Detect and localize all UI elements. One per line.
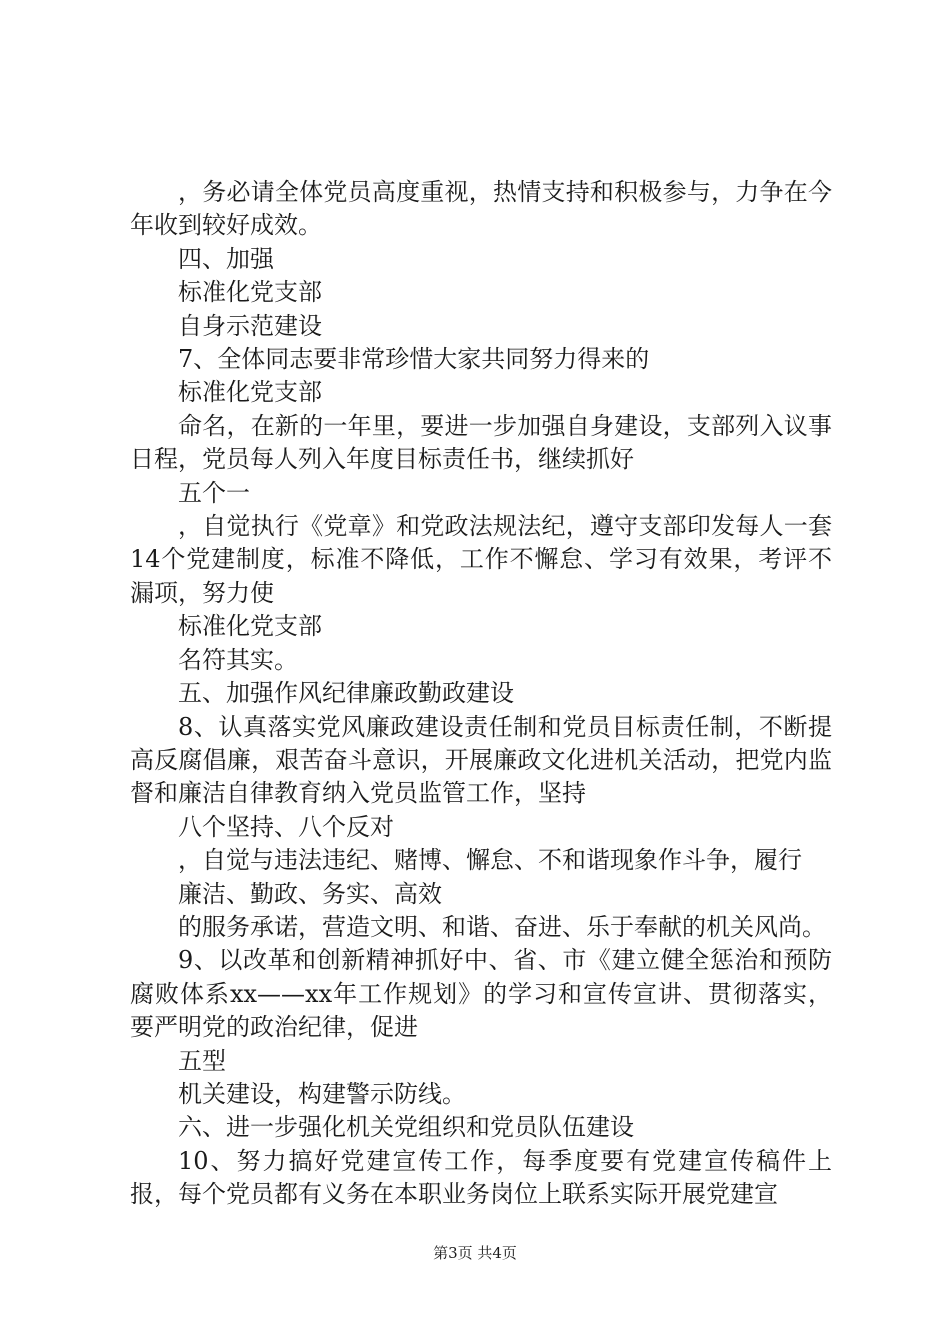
paragraph: 标准化党支部 [178,378,322,407]
paragraph: 名符其实。 [178,645,298,674]
paragraph: 10、努力搞好党建宣传工作，每季度要有党建宣传稿件上报，每个党员都有义务在本职业务岗位上联系实际开展党建宣 [130,1146,832,1209]
section-heading: 五、加强作风纪律廉政勤政建设 [178,679,514,708]
paragraph: 机关建设，构建警示防线。 [178,1079,466,1108]
paragraph: 的服务承诺，营造文明、和谐、奋进、乐于奉献的机关风尚。 [178,912,826,941]
paragraph: 8、认真落实党风廉政建设责任制和党员目标责任制，不断提高反腐倡廉，艰苦奋斗意识，开展廉政文化进机关活动，把党内监督和廉洁自律教育纳入党员监管工作，坚持 [130,712,832,808]
section-heading: 六、进一步强化机关党组织和党员队伍建设 [178,1113,634,1142]
paragraph: ，务必请全体党员高度重视，热情支持和积极参与，力争在今年收到较好成效。 [130,178,832,240]
paragraph: ，自觉执行《党章》和党政法规法纪，遵守支部印发每人一套14个党建制度，标准不降低，工作不懈怠、学习有效果，考评不漏项，努力使 [130,512,832,607]
paragraph: 7、全体同志要非常珍惜大家共同努力得来的 [178,345,650,374]
paragraph: 命名，在新的一年里，要进一步加强自身建设，支部列入议事日程，党员每人列入年度目标责任书，继续抓好 [130,411,832,474]
paragraph: 9、以改革和创新精神抓好中、省、市《建立健全惩治和预防腐败体系xx——xx年工作规划》的学习和宣传宣讲、贯彻落实，要严明党的政治纪律，促进 [130,946,832,1042]
paragraph: 自身示范建设 [178,311,322,340]
document-body [130,176,832,1212]
paragraph: 五型 [178,1046,226,1075]
paragraph: 廉洁、勤政、务实、高效 [178,879,442,908]
paragraph: 标准化党支部 [178,612,322,641]
page-number-footer: 第3页 共4页 [433,1244,517,1262]
section-heading: 四、加强 [178,244,274,273]
paragraph: ，自觉与违法违纪、赌博、懈怠、不和谐现象作斗争，履行 [178,846,802,875]
paragraph: 八个坚持、八个反对 [178,812,394,841]
paragraph: 标准化党支部 [178,278,322,307]
paragraph: 五个一 [178,478,250,507]
